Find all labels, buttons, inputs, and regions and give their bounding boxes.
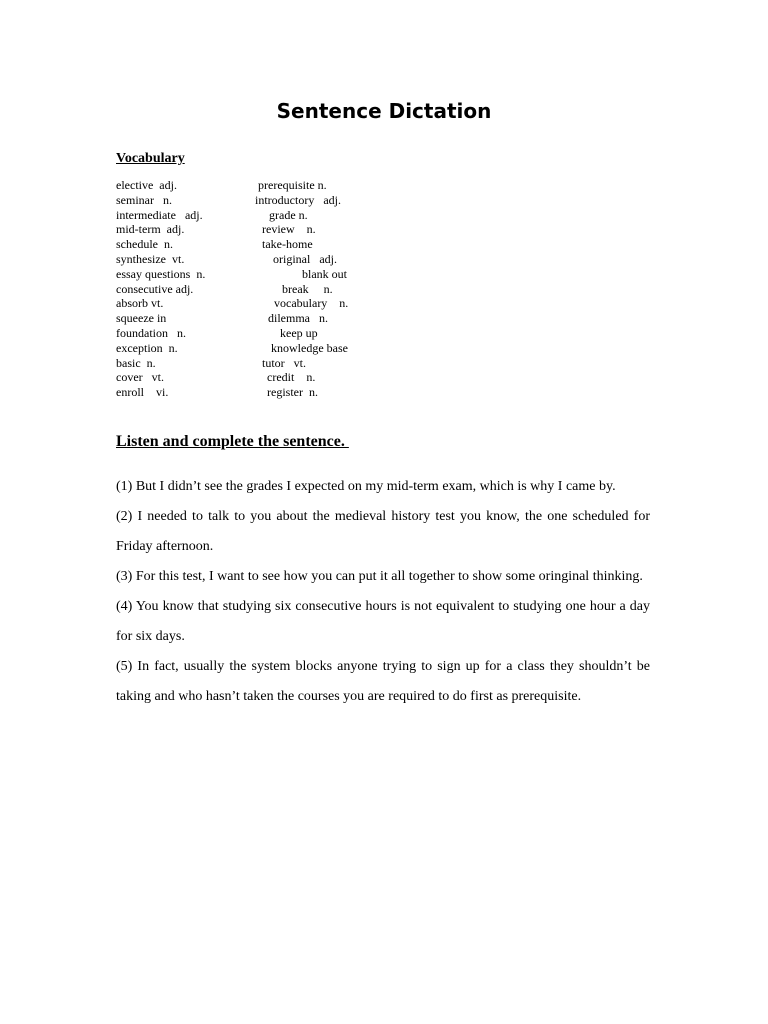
vocabulary-row (116, 311, 416, 326)
vocabulary-term-right: introductory adj. (255, 192, 341, 207)
vocabulary-row (116, 341, 416, 356)
vocabulary-term-right: tutor vt. (262, 355, 306, 370)
vocabulary-term-right: blank out (302, 266, 347, 281)
vocabulary-term-left: essay questions n. (116, 266, 206, 281)
vocabulary-row (116, 237, 416, 252)
vocabulary-term-right: register n. (267, 385, 318, 400)
vocabulary-heading: Vocabulary (116, 151, 185, 166)
vocabulary-term-right: dilemma n. (268, 311, 328, 326)
vocabulary-term-left: exception n. (116, 340, 178, 355)
vocabulary-term-left: mid-term adj. (116, 222, 185, 237)
vocabulary-list (116, 178, 416, 400)
vocabulary-term-left: foundation n. (116, 325, 186, 340)
vocabulary-row (116, 267, 416, 282)
vocabulary-term-right: knowledge base (271, 340, 348, 355)
vocabulary-row (116, 252, 416, 267)
vocabulary-term-left: elective adj. (116, 178, 177, 192)
sentence-item: (3) For this test, I want to see how you can put it all together to show some oringinal thinking. (116, 569, 643, 584)
sentence-list (116, 472, 650, 712)
vocabulary-term-left: enroll vi. (116, 385, 169, 400)
vocabulary-term-left: cover vt. (116, 370, 164, 385)
vocabulary-term-left: seminar n. (116, 192, 172, 207)
sentence-item: (5) In fact, usually the system blocks anyone trying to sign up for a class they shouldn’t be taking and who hasn’t taken the courses you are required to do first as prerequisite. (116, 659, 650, 704)
vocabulary-term-left: basic n. (116, 355, 156, 370)
listening-section-heading: Listen and complete the sentence. (116, 433, 349, 450)
vocabulary-row (116, 193, 416, 208)
vocabulary-term-right: original adj. (273, 251, 337, 266)
vocabulary-row (116, 208, 416, 223)
vocabulary-term-right: vocabulary n. (274, 296, 349, 311)
vocabulary-term-left: schedule n. (116, 237, 173, 252)
sentence-item: (2) I needed to talk to you about the medieval history test you know, the one scheduled for Friday afternoon. (116, 509, 650, 554)
sentence-item: (1) But I didn’t see the grades I expected on my mid-term exam, which is why I came by. (116, 479, 616, 494)
vocabulary-row (116, 282, 416, 297)
vocabulary-row (116, 178, 416, 193)
vocabulary-term-right: break n. (282, 281, 333, 296)
vocabulary-row (116, 370, 416, 385)
vocabulary-term-left: consecutive adj. (116, 281, 194, 296)
vocabulary-term-right: credit n. (267, 370, 316, 385)
vocabulary-term-right: keep up (280, 325, 318, 340)
vocabulary-term-right: take-home (262, 237, 313, 252)
vocabulary-row (116, 296, 416, 311)
sentence-item: (4) You know that studying six consecutive hours is not equivalent to studying one hour a day for six days. (116, 599, 650, 644)
vocabulary-row (116, 222, 416, 237)
vocabulary-term-right: review n. (262, 222, 316, 237)
vocabulary-term-left: squeeze in (116, 311, 167, 326)
vocabulary-row (116, 326, 416, 341)
vocabulary-term-left: synthesize vt. (116, 251, 185, 266)
vocabulary-term-right: prerequisite n. (258, 178, 327, 192)
vocabulary-term-left: intermediate adj. (116, 207, 203, 222)
page-title: Sentence Dictation (276, 99, 492, 123)
vocabulary-row (116, 356, 416, 371)
vocabulary-term-left: absorb vt. (116, 296, 164, 311)
vocabulary-term-right: grade n. (269, 207, 308, 222)
vocabulary-row (116, 385, 416, 400)
